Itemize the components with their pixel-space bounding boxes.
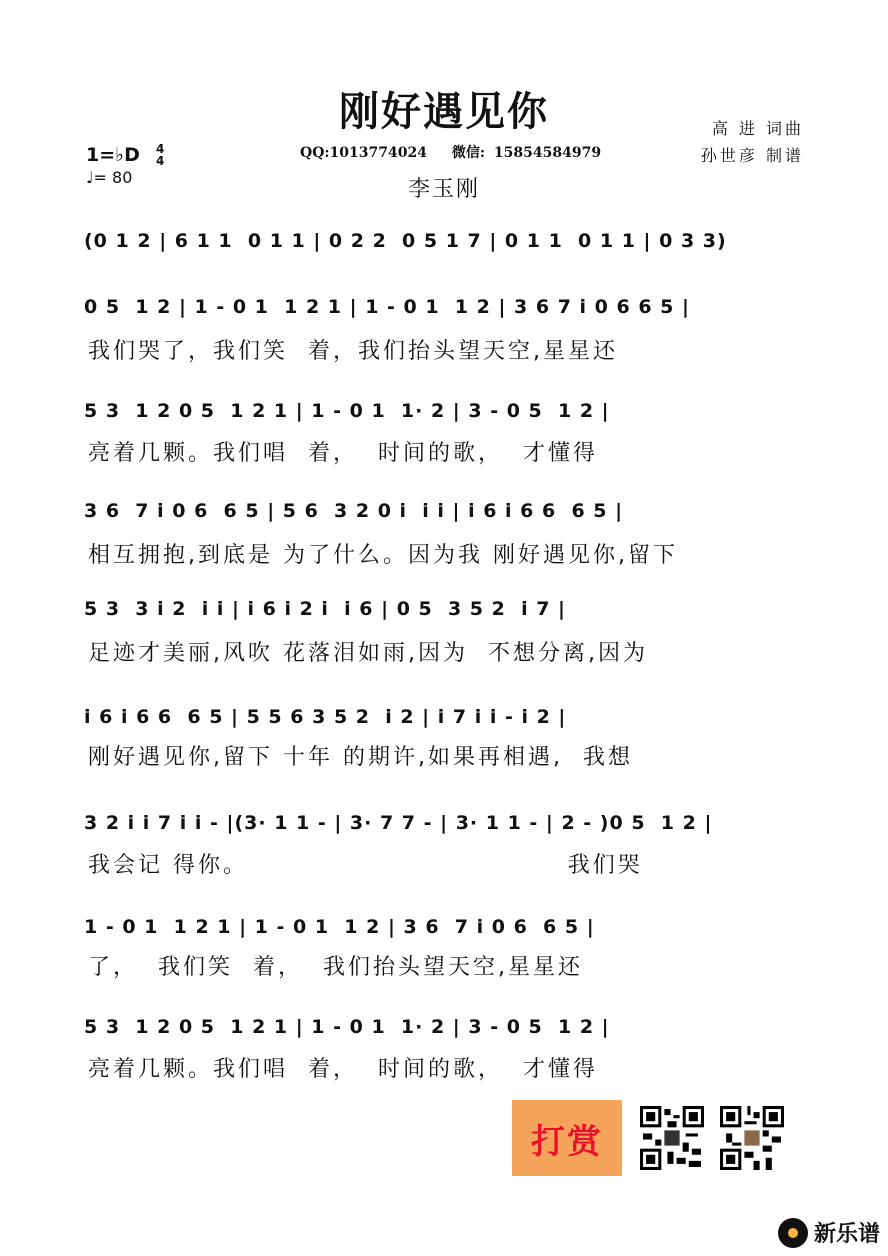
- time-signature-top: 4: [156, 142, 165, 156]
- qr-code-icon: [720, 1106, 784, 1170]
- lyric-line-9: 亮着几颗。我们唱 着， 时间的歌， 才懂得: [88, 1057, 598, 1082]
- lyric-line-6: 刚好遇见你,留下 十年 的期许,如果再相遇, 我想: [88, 745, 633, 770]
- notation-line-9: 5 3 1 2 0 5 1 2 1 | 1 - 0 1 1· 2 | 3 - 0 5 1 2 |: [84, 1016, 610, 1038]
- notation-line-4: 3 6 7 i 0 6 6 5 | 5 6 3 2 0 i i i | i 6 i 6 6 6 5 |: [84, 500, 624, 522]
- lyric-line-7: 我会记 得你。 我们哭: [88, 853, 643, 878]
- notation-line-1: (0 1 2 | 6 1 1 0 1 1 | 0 2 2 0 5 1 7 | 0 1 1 0 1 1 | 0 3 3): [84, 230, 727, 252]
- qq-contact: QQ:1013774024: [300, 145, 427, 161]
- key-signature: 1=♭D: [86, 144, 140, 166]
- song-title: 刚好遇见你: [339, 88, 549, 135]
- site-name: 新乐谱: [813, 1222, 880, 1247]
- notation-line-2: 0 5 1 2 | 1 - 0 1 1 2 1 | 1 - 0 1 1 2 | 3 6 7 i 0 6 6 5 |: [84, 296, 690, 318]
- lyric-line-4: 相互拥抱,到底是 为了什么。因为我 刚好遇见你,留下: [88, 543, 678, 568]
- wechat-label: 微信:: [451, 145, 486, 161]
- wechat-number: 15854584979: [493, 145, 602, 161]
- site-logo: [778, 1217, 880, 1248]
- qr-code-icon: [640, 1106, 704, 1170]
- notation-line-3: 5 3 1 2 0 5 1 2 1 | 1 - 0 1 1· 2 | 3 - 0 5 1 2 |: [84, 400, 610, 422]
- lyric-line-3: 亮着几颗。我们唱 着， 时间的歌， 才懂得: [88, 441, 598, 466]
- notation-line-6: i 6 i 6 6 6 5 | 5 5 6 3 5 2 i 2 | i 7 i i - i 2 |: [84, 706, 567, 728]
- notation-line-8: 1 - 0 1 1 2 1 | 1 - 0 1 1 2 | 3 6 7 i 0 6 6 5 |: [84, 916, 595, 938]
- lyric-line-5: 足迹才美丽,风吹 花落泪如雨,因为 不想分离,因为: [88, 641, 648, 666]
- arranger: 孙世彦 制谱: [700, 146, 804, 165]
- time-signature-bottom: 4: [156, 154, 165, 168]
- lyric-line-8: 了， 我们笑 着， 我们抬头望天空,星星还: [88, 955, 583, 980]
- record-disc-icon: [778, 1218, 808, 1248]
- reward-badge[interactable]: 打赏: [512, 1100, 622, 1176]
- notation-line-5: 5 3 3 i 2 i i | i 6 i 2 i i 6 | 0 5 3 5 2 i 7 |: [84, 598, 566, 620]
- lyric-line-2: 我们哭了，我们笑 着，我们抬头望天空,星星还: [88, 339, 618, 364]
- contact-line: [300, 142, 605, 162]
- time-signature: [156, 143, 164, 167]
- tempo-marking: ♩= 80: [86, 168, 133, 187]
- notation-line-7: 3 2 i i 7 i i - |(3· 1 1 - | 3· 7 7 - | 3· 1 1 - | 2 - )0 5 1 2 |: [84, 812, 713, 834]
- lyricist-composer: 高 进 词曲: [711, 119, 804, 138]
- singer-name: 李玉刚: [407, 177, 480, 202]
